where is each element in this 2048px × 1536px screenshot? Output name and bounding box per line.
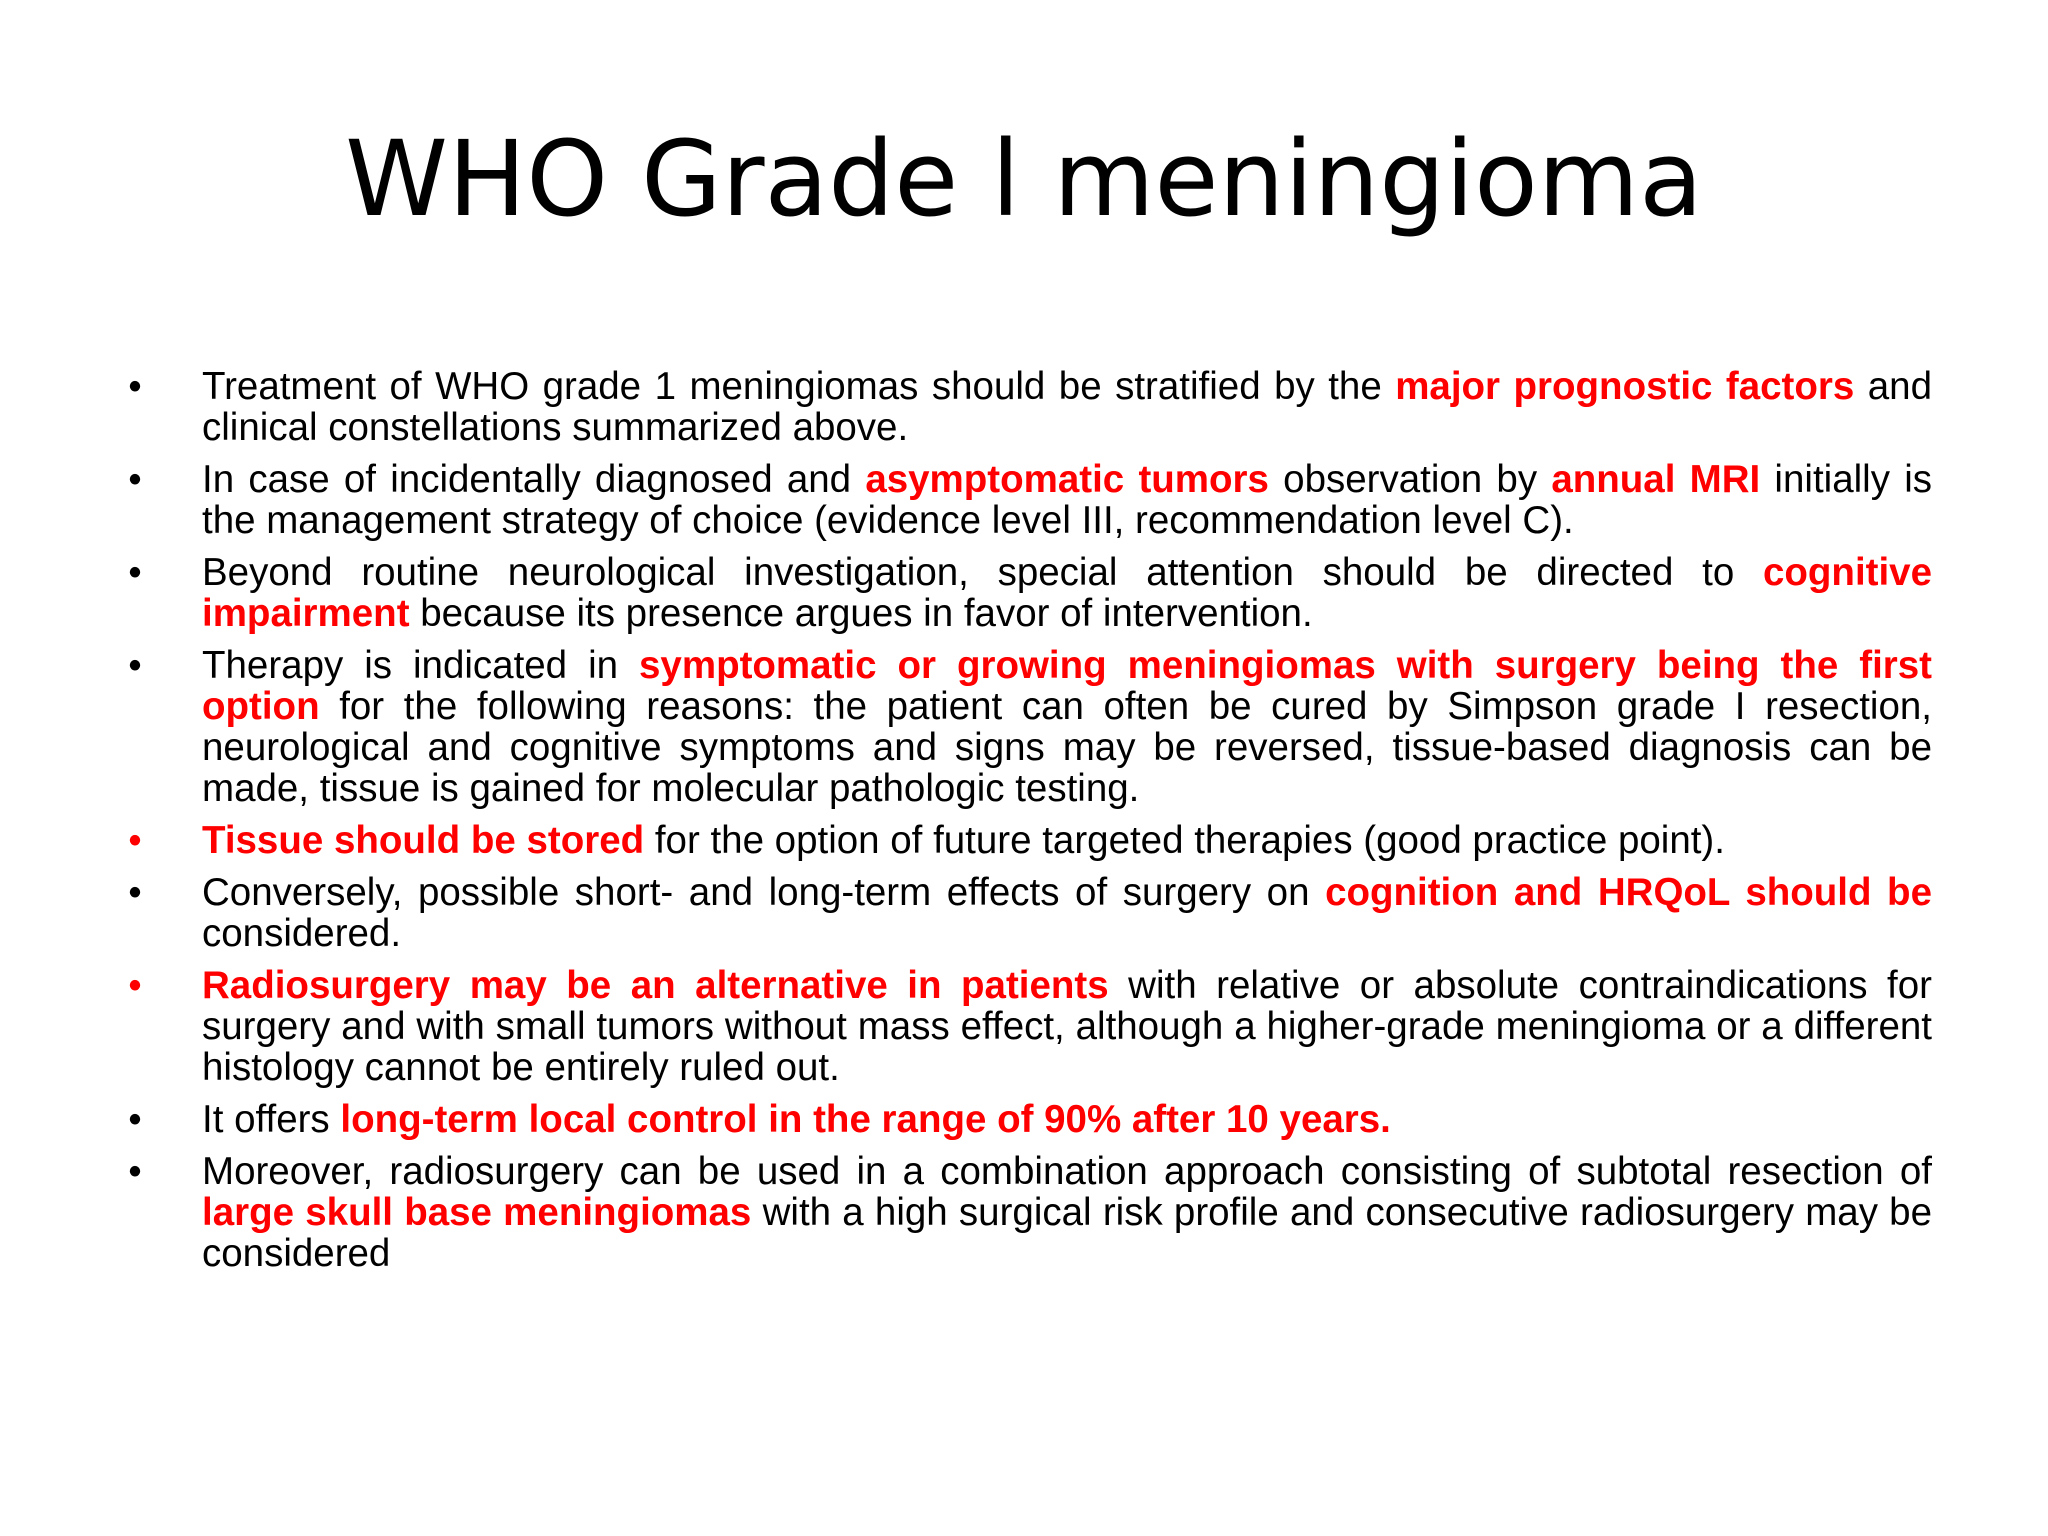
bullet-text: In case of incidentally diagnosed and [202,458,866,501]
bullet-item [120,820,1932,861]
bullet-text: Therapy is indicated in [202,644,640,687]
bullet-marker: • [128,551,142,594]
bullet-text: It offers [202,1098,341,1141]
bullet-item [120,459,1932,541]
bullet-text: and clinical constellations summarized above. [202,365,1932,449]
bullet-text: Conversely, possible short- and long-term effects of surgery on [202,871,1326,914]
bullet-item [120,552,1932,634]
slide-title: WHO Grade l meningioma [345,118,1703,240]
bullet-item [120,965,1932,1088]
bullet-text: for the following reasons: the patient can often be cured by Simpson grade I resection, neurological and cognitive symptoms and signs may be reversed, tissue-based diagnosis can be made, tissue is gained for molecular pathologic testing. [202,685,1932,810]
highlighted-text: Radiosurgery may be an alternative in patients [202,964,1109,1007]
bullet-marker: • [128,871,142,914]
bullet-text: initially is the management strategy of choice (evidence level III, recommendation level C). [202,458,1933,542]
highlighted-text: major prognostic factors [1395,365,1855,408]
highlighted-text: symptomatic or growing meningiomas with surgery being the first option [202,644,1933,728]
highlighted-text: annual MRI [1551,458,1761,501]
bullet-marker: • [128,644,142,687]
highlighted-text: long-term local control in the range of 90% after 10 years. [340,1098,1391,1141]
bullet-text: considered. [202,912,402,955]
bullet-marker: • [128,458,142,501]
bullet-text: Treatment of WHO grade 1 meningiomas should be stratified by the [202,365,1396,408]
highlighted-text: cognition and HRQoL should be [1325,871,1932,914]
bullet-item [120,872,1932,954]
highlighted-text: asymptomatic tumors [865,458,1269,501]
bullet-text: for the option of future targeted therapies (good practice point). [644,819,1725,862]
bullet-text: with relative or absolute contraindications for surgery and with small tumors without mass effect, although a higher-grade meningioma or a different histology cannot be entirely ruled out. [202,964,1932,1089]
bullet-item [120,1099,1932,1140]
bullet-text: Moreover, radiosurgery can be used in a combination approach consisting of subtotal resection of [202,1150,1932,1193]
highlighted-text: Tissue should be stored [202,819,645,862]
bullet-marker: • [128,819,142,862]
bullet-marker: • [128,365,142,408]
bullet-marker: • [128,964,142,1007]
bullet-item [120,645,1932,809]
bullet-item [120,366,1932,448]
bullet-marker: • [128,1150,142,1193]
bullet-list [120,366,1932,1285]
highlighted-text: large skull base meningiomas [202,1191,752,1234]
highlighted-text: cognitive impairment [202,551,1932,635]
bullet-text: Beyond routine neurological investigation, special attention should be directed to [202,551,1763,594]
bullet-text: observation by [1268,458,1552,501]
bullet-text: with a high surgical risk profile and consecutive radiosurgery may be considered [202,1191,1932,1275]
bullet-text: because its presence argues in favor of intervention. [409,592,1313,635]
bullet-marker: • [128,1098,142,1141]
bullet-item [120,1151,1932,1274]
